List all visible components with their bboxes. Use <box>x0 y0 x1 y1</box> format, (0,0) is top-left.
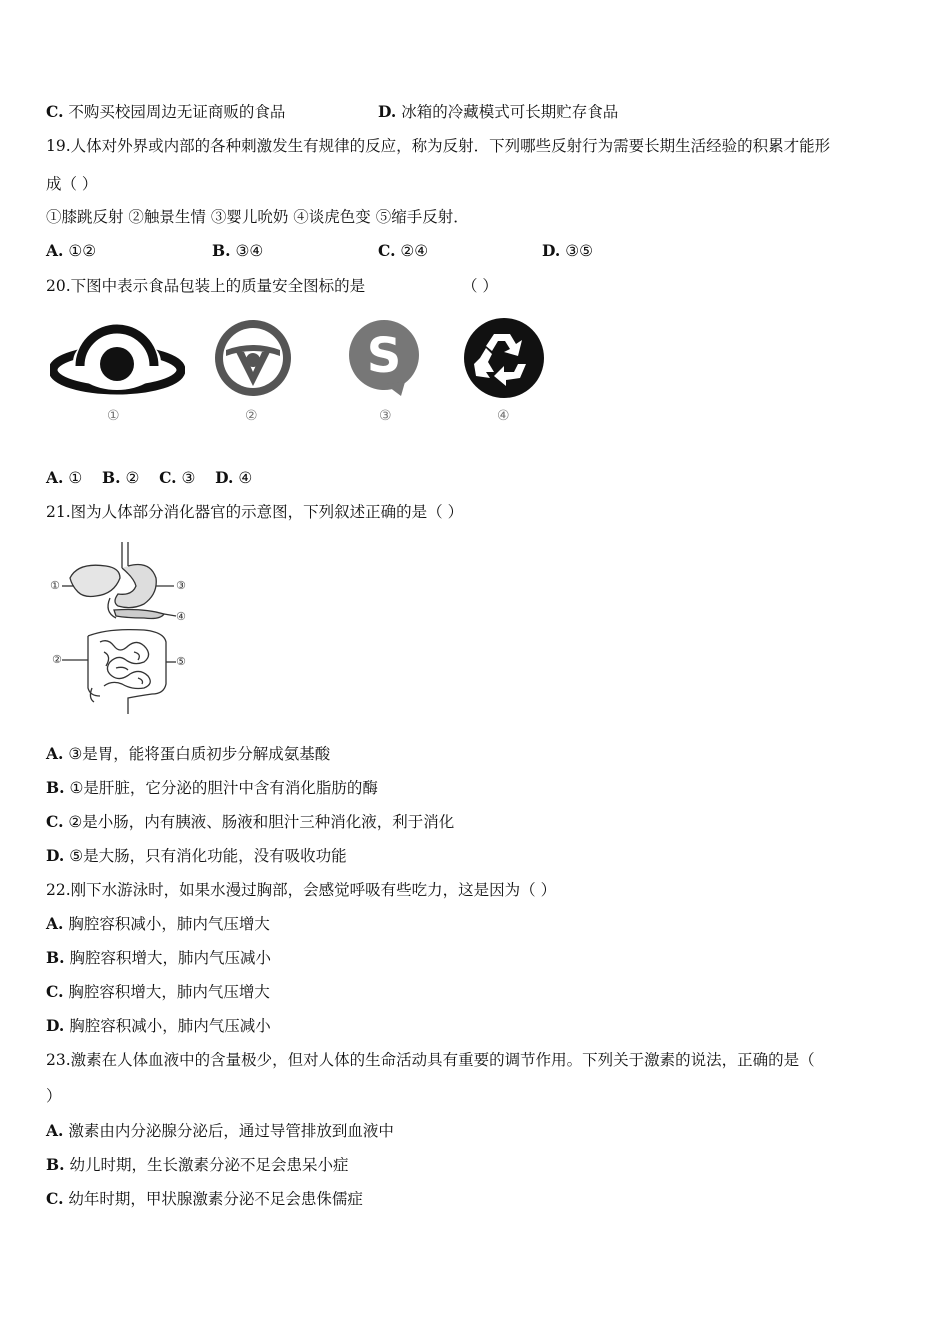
q23-option-a: A. 激素由内分泌腺分泌后，通过导管排放到血液中 <box>46 1121 394 1140</box>
q19-stem-cont: 成（ ） <box>46 175 98 193</box>
q23-stem-cont: ） <box>46 1087 62 1105</box>
q20-answer-paren: （ ） <box>462 277 498 295</box>
recycle-logo-icon <box>460 318 548 398</box>
diagram-label-1: ① <box>50 579 60 592</box>
certification-logo-icon <box>212 318 294 398</box>
icon-label-1: ① <box>107 408 120 424</box>
q19-option-c: C. ②④ <box>378 241 429 260</box>
qs-logo-icon <box>345 318 425 398</box>
digestive-system-diagram <box>48 538 198 716</box>
q23-option-c: C. 幼年时期，甲状腺激素分泌不足会患侏儒症 <box>46 1189 363 1208</box>
icon-label-4: ④ <box>497 408 510 424</box>
q22-option-c: C. 胸腔容积增大，肺内气压增大 <box>46 982 270 1001</box>
q18-option-d: D. 冰箱的冷藏模式可长期贮存食品 <box>378 102 619 121</box>
q21-stem: 21.图为人体部分消化器官的示意图，下列叙述正确的是（ ） <box>46 503 464 521</box>
q22-stem: 22.刚下水游泳时，如果水漫过胸部，会感觉呼吸有些吃力，这是因为（ ） <box>46 881 557 899</box>
q21-option-b: B. ①是肝脏，它分泌的胆汁中含有消化脂肪的酶 <box>46 778 378 797</box>
q23-stem: 23.激素在人体血液中的含量极少，但对人体的生命活动具有重要的调节作用。下列关于激素的说法，正确的是（ <box>46 1051 815 1069</box>
icon-label-3: ③ <box>379 408 392 424</box>
q22-option-a: A. 胸腔容积减小，肺内气压增大 <box>46 914 270 933</box>
diagram-label-4: ④ <box>176 610 186 623</box>
q22-option-d: D. 胸腔容积减小，肺内气压减小 <box>46 1016 271 1035</box>
diagram-label-3: ③ <box>176 579 186 592</box>
q20-options: A. ① B. ② C. ③ D. ④ <box>46 468 253 487</box>
q18-option-c: C. 不购买校园周边无证商贩的食品 <box>46 102 286 121</box>
diagram-label-2: ② <box>52 653 62 666</box>
q19-stem: 19.人体对外界或内部的各种刺激发生有规律的反应，称为反射．下列哪些反射行为需要长期生活经验的积累才能形 <box>46 137 831 155</box>
q20-stem: 20.下图中表示食品包装上的质量安全图标的是 <box>46 277 366 295</box>
q23-option-b: B. 幼儿时期，生长激素分泌不足会患呆小症 <box>46 1155 349 1174</box>
q19-option-d: D. ③⑤ <box>542 241 594 260</box>
hazard-logo-icon <box>50 322 185 397</box>
q19-items: ①膝跳反射 ②触景生情 ③婴儿吮奶 ④谈虎色变 ⑤缩手反射． <box>46 208 469 226</box>
q22-option-b: B. 胸腔容积增大，肺内气压减小 <box>46 948 271 967</box>
q21-option-a: A. ③是胃，能将蛋白质初步分解成氨基酸 <box>46 744 331 763</box>
q21-option-c: C. ②是小肠，内有胰液、肠液和胆汁三种消化液，利于消化 <box>46 812 455 831</box>
icon-label-2: ② <box>245 408 258 424</box>
qs-s-letter: S <box>366 328 402 384</box>
q19-option-a: A. ①② <box>46 241 97 260</box>
q19-option-b: B. ③④ <box>212 241 264 260</box>
q21-option-d: D. ⑤是大肠，只有消化功能，没有吸收功能 <box>46 846 347 865</box>
diagram-label-5: ⑤ <box>176 655 186 668</box>
